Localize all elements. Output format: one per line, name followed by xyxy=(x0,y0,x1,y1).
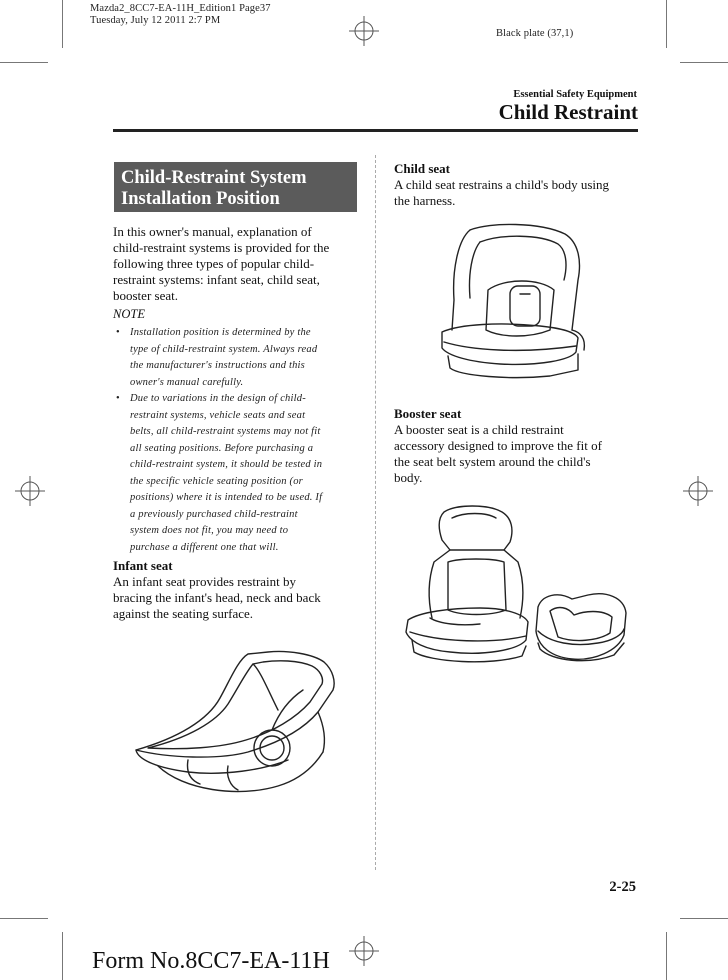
child-seat-description xyxy=(394,177,644,209)
crop-mark-top-left-h xyxy=(0,62,48,63)
intro-line: following three types of popular child- xyxy=(113,256,315,271)
note-line: owner's manual carefully. xyxy=(130,376,244,388)
booster-seat-description xyxy=(394,422,644,486)
child-line: A child seat restrains a child's body using xyxy=(394,177,610,192)
note-line: restraint systems, vehicle seats and seat xyxy=(130,409,306,421)
registration-mark-top-icon xyxy=(349,16,379,46)
note-line: system does not fit, you may need to xyxy=(130,525,289,536)
infant-seat-title: Infant seat xyxy=(113,558,173,573)
note-line: positions) where it is intended to be used. If xyxy=(130,492,323,503)
note-line: child-restraint system, it should be tested in xyxy=(130,459,323,470)
note-item xyxy=(113,325,358,391)
booster-line: accessory designed to improve the fit of xyxy=(394,438,602,453)
crop-mark-top-right-v xyxy=(666,0,667,48)
crop-mark-top-right-h xyxy=(680,62,728,63)
note-item xyxy=(113,391,358,556)
child-line: the harness. xyxy=(394,193,456,208)
booster-seat-highback-illustration xyxy=(400,500,535,670)
registration-mark-bottom-icon xyxy=(349,936,379,966)
crop-mark-bottom-right-h xyxy=(680,918,728,919)
infant-line: An infant seat provides restraint by xyxy=(113,574,297,589)
page-number: 2-25 xyxy=(609,879,636,895)
section-heading-line1: Child-Restraint System xyxy=(121,168,307,188)
note-line: Installation position is determined by the xyxy=(130,327,311,338)
black-plate-label: Black plate (37,1) xyxy=(496,28,574,39)
infant-seat-illustration xyxy=(128,640,358,800)
note-line: all seating positions. Before purchasing a xyxy=(130,442,314,454)
note-line: type of child-restraint system. Always read xyxy=(130,343,318,355)
bullet-icon: • xyxy=(116,327,120,338)
form-number: Form No.8CC7-EA-11H xyxy=(92,948,330,974)
note-list xyxy=(113,325,358,556)
section-label: Essential Safety Equipment xyxy=(513,89,637,100)
child-seat-title: Child seat xyxy=(394,161,450,176)
child-seat-illustration xyxy=(430,220,590,390)
registration-mark-left-icon xyxy=(15,476,45,506)
infant-seat-description xyxy=(113,574,363,622)
crop-mark-bottom-left-v xyxy=(62,932,63,980)
section-heading-box xyxy=(114,162,357,212)
note-line: purchase a different one that will. xyxy=(130,541,279,553)
print-file-info: Mazda2_8CC7-EA-11H_Edition1 Page37 xyxy=(90,3,271,14)
note-line: the specific vehicle seating position (or xyxy=(130,475,303,487)
section-heading-line2: Installation Position xyxy=(121,189,280,209)
intro-line: booster seat. xyxy=(113,288,178,303)
header-rule xyxy=(113,129,638,132)
note-line: a previously purchased child-restraint xyxy=(130,508,298,520)
bullet-icon: • xyxy=(116,393,120,404)
note-line: the manufacturer's instructions and this xyxy=(130,360,305,371)
print-timestamp: Tuesday, July 12 2011 2:7 PM xyxy=(90,15,221,26)
booster-seat-title: Booster seat xyxy=(394,406,462,421)
page-title: Child Restraint xyxy=(498,100,638,124)
note-line: belts, all child-restraint systems may not fit xyxy=(130,426,321,437)
booster-line: body. xyxy=(394,470,423,485)
column-divider xyxy=(375,155,376,870)
infant-line: against the seating surface. xyxy=(113,606,254,621)
intro-paragraph xyxy=(113,224,363,304)
crop-mark-top-left-v xyxy=(62,0,63,48)
booster-seat-backless-illustration xyxy=(528,585,633,670)
intro-line: restraint systems: infant seat, child seat, xyxy=(113,272,320,287)
intro-line: child-restraint systems is provided for the xyxy=(113,240,330,255)
crop-mark-bottom-left-h xyxy=(0,918,48,919)
booster-line: the seat belt system around the child's xyxy=(394,454,591,469)
infant-line: bracing the infant's head, neck and back xyxy=(113,590,321,605)
booster-line: A booster seat is a child restraint xyxy=(394,422,564,437)
crop-mark-bottom-right-v xyxy=(666,932,667,980)
note-line: Due to variations in the design of child- xyxy=(130,393,306,404)
intro-line: In this owner's manual, explanation of xyxy=(113,224,312,239)
note-label: NOTE xyxy=(113,307,145,321)
registration-mark-right-icon xyxy=(683,476,713,506)
